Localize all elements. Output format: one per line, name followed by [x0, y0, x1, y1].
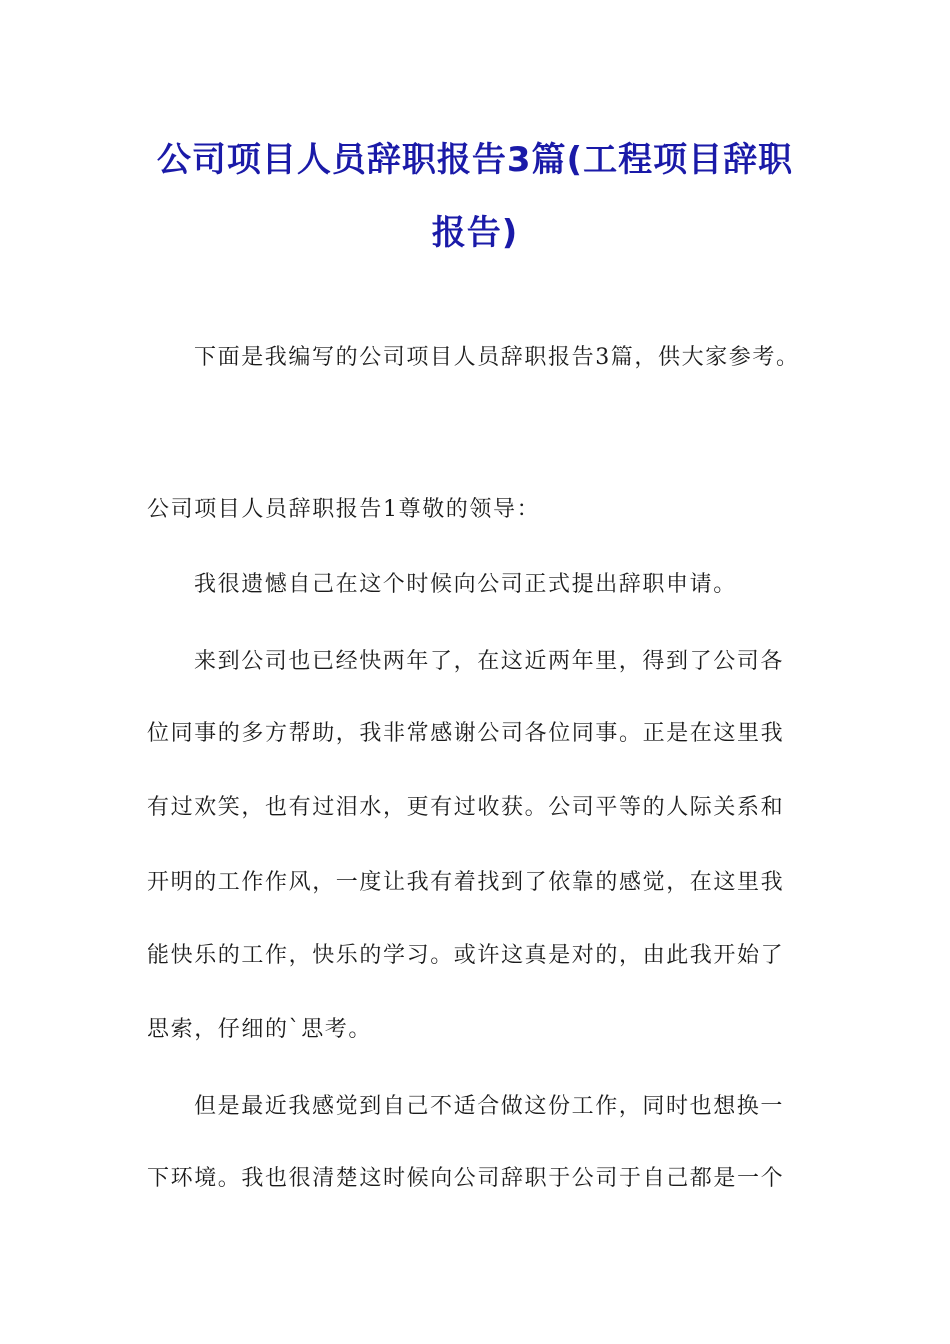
document-title-line1: 公司项目人员辞职报告3篇(工程项目辞职: [156, 140, 794, 180]
body-paragraph-line: 位同事的多方帮助，我非常感谢公司各位同事。正是在这里我: [147, 721, 785, 746]
body-paragraph-line: 来到公司也已经快两年了，在这近两年里，得到了公司各: [194, 649, 785, 674]
body-paragraph-line: 有过欢笑，也有过泪水，更有过收获。公司平等的人际关系和: [147, 795, 785, 820]
body-paragraph-line: 思索，仔细的`思考。: [147, 1017, 373, 1042]
body-paragraph-line: 但是最近我感觉到自己不适合做这份工作，同时也想换一: [194, 1094, 785, 1119]
document-title-line2: 报告): [431, 213, 519, 253]
section-heading-1: 公司项目人员辞职报告1尊敬的领导：: [147, 497, 541, 522]
body-paragraph-line: 能快乐的工作，快乐的学习。或许这真是对的，由此我开始了: [147, 943, 785, 968]
body-paragraph-line: 开明的工作作风，一度让我有着找到了依靠的感觉，在这里我: [147, 870, 785, 895]
body-paragraph-line: 下环境。我也很清楚这时候向公司辞职于公司于自己都是一个: [147, 1166, 785, 1191]
intro-paragraph: 下面是我编写的公司项目人员辞职报告3篇，供大家参考。: [194, 345, 800, 370]
body-paragraph-line: 我很遗憾自己在这个时候向公司正式提出辞职申请。: [194, 572, 737, 597]
